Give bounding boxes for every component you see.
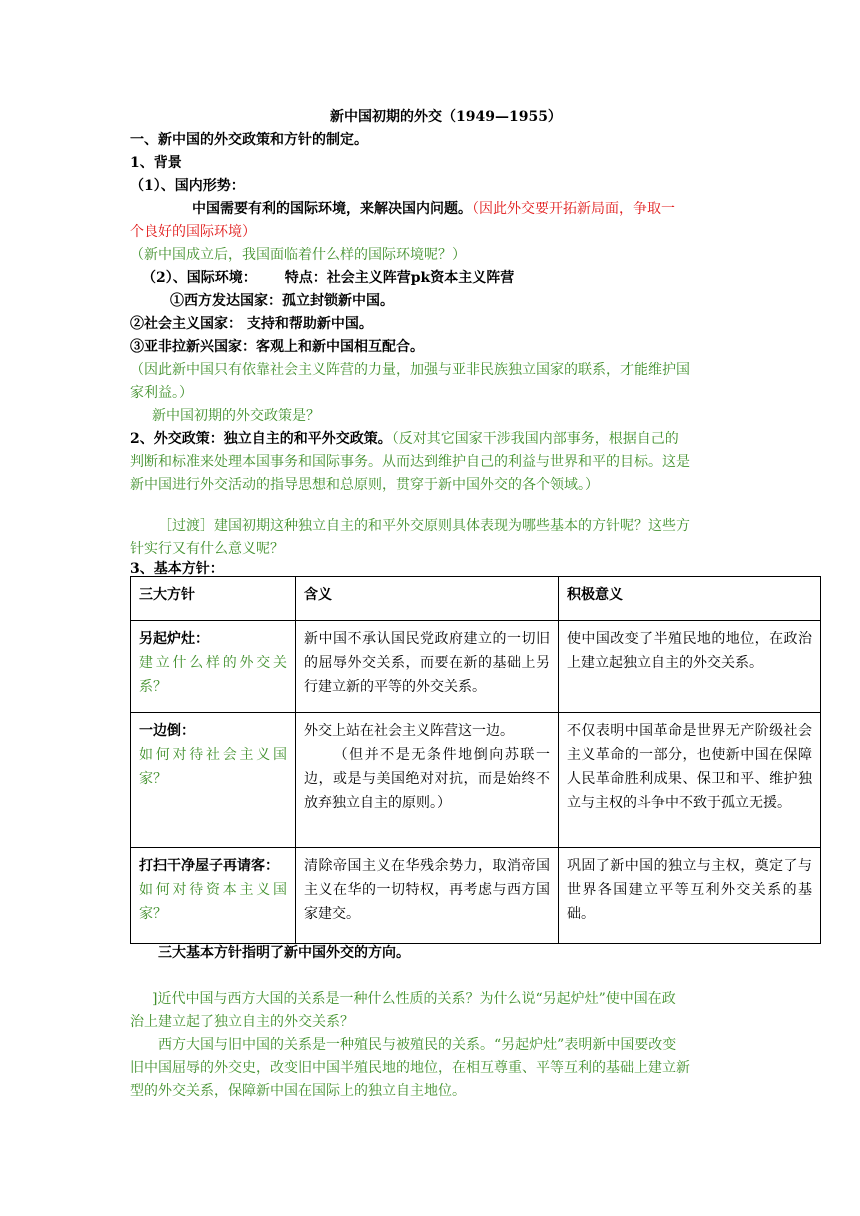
policy-name: 另起炉灶：: [139, 631, 209, 647]
header-policies: 三大方针: [131, 577, 296, 621]
policy-name-cell: [131, 621, 296, 713]
policy-meaning: 外交上站在社会主义阵营这一边。: [304, 723, 514, 739]
header-significance: 积极意义: [559, 577, 821, 621]
policy-name-cell: [131, 848, 296, 944]
policy-table: [130, 576, 821, 944]
intl-conclusion-cont: 家利益。）: [130, 385, 193, 401]
policy-label: 2、外交政策：独立自主的和平外交政策。: [130, 431, 392, 447]
summary-line: 三大基本方针指明了新中国外交的方向。: [158, 945, 410, 961]
transition-question: ［过渡］建国初期这种独立自主的和平外交原则具体表现为哪些基本的方针呢？这些方: [158, 518, 690, 534]
table-row: [131, 713, 821, 848]
policy-question: 建立什么样的外交关系？: [139, 655, 287, 695]
final-question-cont: 治上建立起了独立自主的外交关系？: [130, 1014, 354, 1030]
table-header-row: [131, 577, 821, 621]
background-heading: 1、背景: [130, 155, 182, 171]
domestic-statement: 中国需要有利的国际环境，来解决国内问题。: [192, 201, 472, 217]
policy-line: [130, 428, 740, 451]
table-row: [131, 848, 821, 944]
env-question: （新中国成立后，我国面临着什么样的国际环境呢？）: [130, 247, 466, 263]
intl-conclusion: （因此新中国只有依靠社会主义阵营的力量，加强与亚非民族独立国家的联系，才能维护国: [130, 362, 690, 378]
domestic-note-cont: 个良好的国际环境）: [130, 224, 256, 240]
domestic-note: （因此外交要开拓新局面，争取一: [472, 201, 675, 217]
section-1-heading: 一、新中国的外交政策和方针的制定。: [130, 132, 368, 148]
document-title: 新中国初期的外交（1949—1955）: [330, 109, 562, 125]
final-answer-cont-1: 旧中国屈辱的外交史，改变旧中国半殖民地的地位，在相互尊重、平等互利的基础上建立新: [130, 1060, 690, 1076]
policy-meaning-cell: [296, 713, 559, 848]
domestic-line: [192, 198, 752, 221]
policy-name-cell: [131, 713, 296, 848]
intl-item-1: ①西方发达国家：孤立封锁新中国。: [170, 293, 394, 309]
transition-question-cont: 针实行又有什么意义呢？: [130, 541, 284, 557]
intl-item-2: ②社会主义国家： 支持和帮助新中国。: [130, 316, 373, 332]
final-question: ]近代中国与西方大国的关系是一种什么性质的关系？为什么说“另起炉灶”使中国在政: [152, 991, 676, 1007]
policy-meaning: 清除帝国主义在华残余势力，取消帝国主义在华的一切特权，再考虑与西方国家建交。: [296, 848, 559, 944]
policy-significance: 不仅表明中国革命是世界无产阶级社会主义革命的一部分，也使新中国在保障人民革命胜利成果、保卫和平、维护独立与主权的斗争中不致于孤立无援。: [559, 713, 821, 848]
header-meaning: 含义: [296, 577, 559, 621]
intl-feature: 特点：社会主义阵营pk资本主义阵营: [284, 270, 515, 286]
table-row: [131, 621, 821, 713]
policy-name: 打扫干净屋子再请客：: [139, 858, 279, 874]
intl-heading: （2）、国际环境：: [142, 270, 257, 286]
policy-note-cont-1: 判断和标准来处理本国事务和国际事务。从而达到维护自己的利益与世界和平的目标。这是: [130, 454, 690, 470]
policy-question: 如何对待社会主义国家？: [139, 747, 287, 787]
policy-significance: 巩固了新中国的独立与主权，奠定了与世界各国建立平等互利外交关系的基础。: [559, 848, 821, 944]
intl-line: [142, 267, 752, 290]
policy-meaning: 新中国不承认国民党政府建立的一切旧的屈辱外交关系，而要在新的基础上另行建立新的平等的外交关系。: [296, 621, 559, 713]
final-answer-cont-2: 型的外交关系，保障新中国在国际上的独立自主地位。: [130, 1083, 466, 1099]
final-answer: 西方大国与旧中国的关系是一种殖民与被殖民的关系。“另起炉灶”表明新中国要改变: [158, 1037, 677, 1053]
basic-policies-heading: 3、基本方针：: [130, 561, 224, 577]
policy-question: 新中国初期的外交政策是？: [152, 408, 320, 424]
policy-meaning-note-text: （但并不是无条件地倒向苏联一边，或是与美国绝对对抗，而是始终不放弃独立自主的原则。）: [304, 747, 550, 811]
policy-question: 如何对待资本主义国家？: [139, 882, 287, 922]
policy-note: （反对其它国家干涉我国内部事务，根据自己的: [391, 431, 679, 447]
intl-item-3: ③亚非拉新兴国家：客观上和新中国相互配合。: [130, 339, 424, 355]
policy-significance: 使中国改变了半殖民地的地位，在政治上建立起独立自主的外交关系。: [559, 621, 821, 713]
policy-name: 一边倒：: [139, 723, 195, 739]
policy-note-cont-2: 新中国进行外交活动的指导思想和总原则，贯穿于新中国外交的各个领域。）: [130, 477, 599, 493]
domestic-heading: （1）、国内形势：: [130, 178, 245, 194]
policy-meaning-note: [304, 743, 550, 815]
